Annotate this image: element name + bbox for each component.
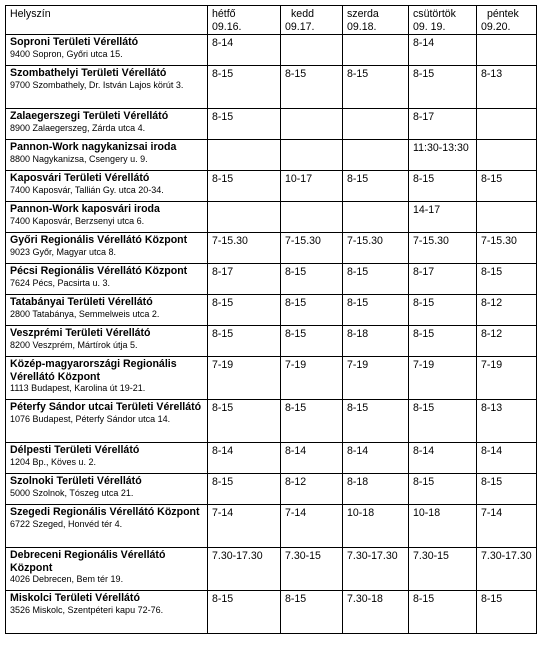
location-name: Soproni Területi Vérellátó xyxy=(10,36,139,49)
location-cell xyxy=(6,35,208,66)
table-row xyxy=(6,400,537,443)
day-date: 09. 19. xyxy=(413,20,446,33)
hours-cell: 8-13 xyxy=(477,400,537,443)
hours-cell: 8-15 xyxy=(409,295,477,326)
location-name: Szombathelyi Területi Vérellátó xyxy=(10,67,167,80)
location-address: 1204 Bp., Köves u. 2. xyxy=(10,456,97,467)
hours-cell: 8-15 xyxy=(208,66,281,109)
location-address: 9700 Szombathely, Dr. István Lajos körút 3. xyxy=(10,79,184,90)
hours-cell: 7-19 xyxy=(281,357,343,400)
location-name: Péterfy Sándor utcai Területi Vérellátó xyxy=(10,401,202,414)
location-cell xyxy=(6,140,208,171)
day-date: 09.17. xyxy=(285,20,315,33)
hours-cell: 8-14 xyxy=(208,35,281,66)
location-name: Debreceni Regionális Vérellátó Központ xyxy=(10,549,166,574)
hours-cell: 7-14 xyxy=(281,505,343,548)
table-row xyxy=(6,326,537,357)
location-name: Pannon-Work nagykanizsai iroda xyxy=(10,141,177,154)
day-date: 09.18. xyxy=(347,20,377,33)
blood-donation-schedule-table xyxy=(5,5,537,634)
day-name: hétfő xyxy=(212,8,236,20)
hours-cell: 7-19 xyxy=(409,357,477,400)
location-address: 4026 Debrecen, Bem tér 19. xyxy=(10,574,124,585)
hours-cell: 7-15.30 xyxy=(343,233,409,264)
table-row xyxy=(6,264,537,295)
hours-cell: 8-15 xyxy=(409,591,477,634)
location-cell xyxy=(6,109,208,140)
hours-cell: 7.30-15 xyxy=(409,548,477,591)
hours-cell: 8-15 xyxy=(477,264,537,295)
hours-cell: 8-12 xyxy=(281,474,343,505)
location-name: Győri Regionális Vérellátó Központ xyxy=(10,234,188,247)
location-cell xyxy=(6,66,208,109)
table-row xyxy=(6,474,537,505)
hours-cell xyxy=(477,202,537,233)
hours-cell: 7.30-17.30 xyxy=(208,548,281,591)
location-address: 1076 Budapest, Péterfy Sándor utca 14. xyxy=(10,413,171,424)
location-name: Közép-magyarországi Regionális Vérellátó Központ xyxy=(10,358,177,383)
hours-cell: 7-15.30 xyxy=(281,233,343,264)
hours-cell: 8-15 xyxy=(409,474,477,505)
location-cell xyxy=(6,295,208,326)
hours-cell: 8-15 xyxy=(208,400,281,443)
hours-cell: 8-15 xyxy=(208,474,281,505)
hours-cell: 8-15 xyxy=(281,295,343,326)
hours-cell: 8-15 xyxy=(477,171,537,202)
day-name: szerda xyxy=(347,8,379,20)
hours-cell xyxy=(281,202,343,233)
table-row xyxy=(6,295,537,326)
hours-cell: 8-14 xyxy=(409,443,477,474)
location-name: Kaposvári Területi Vérellátó xyxy=(10,172,150,185)
table-row xyxy=(6,357,537,400)
table-row xyxy=(6,505,537,548)
table-row xyxy=(6,591,537,634)
location-name: Veszprémi Területi Vérellátó xyxy=(10,327,151,340)
hours-cell: 8-15 xyxy=(281,591,343,634)
location-name: Zalaegerszegi Területi Vérellátó xyxy=(10,110,169,123)
hours-cell: 8-14 xyxy=(281,443,343,474)
hours-cell xyxy=(281,35,343,66)
hours-cell: 8-17 xyxy=(208,264,281,295)
location-cell xyxy=(6,474,208,505)
location-name: Szolnoki Területi Vérellátó xyxy=(10,475,142,488)
day-date: 09.16. xyxy=(212,20,242,33)
hours-cell: 8-18 xyxy=(343,326,409,357)
hours-cell xyxy=(477,109,537,140)
location-address: 2800 Tatabánya, Semmelweis utca 2. xyxy=(10,308,160,319)
location-address: 8900 Zalaegerszeg, Zárda utca 4. xyxy=(10,122,146,133)
location-address: 1113 Budapest, Karolina út 19-21. xyxy=(10,383,146,394)
location-cell xyxy=(6,548,208,591)
hours-cell: 8-15 xyxy=(343,171,409,202)
hours-cell: 7.30-18 xyxy=(343,591,409,634)
hours-cell: 7-15.30 xyxy=(208,233,281,264)
location-address: 8200 Veszprém, Mártírok útja 5. xyxy=(10,339,138,350)
location-cell xyxy=(6,202,208,233)
header-day-monday xyxy=(208,6,281,35)
day-name: péntek xyxy=(487,8,519,20)
table-row xyxy=(6,66,537,109)
hours-cell: 14-17 xyxy=(409,202,477,233)
hours-cell: 8-15 xyxy=(208,326,281,357)
hours-cell: 10-18 xyxy=(343,505,409,548)
table-row xyxy=(6,171,537,202)
header-location: Helyszín xyxy=(6,6,208,35)
hours-cell: 7-19 xyxy=(208,357,281,400)
location-cell xyxy=(6,400,208,443)
location-address: 7400 Kaposvár, Tallián Gy. utca 20-34. xyxy=(10,184,164,195)
hours-cell: 8-15 xyxy=(409,326,477,357)
hours-cell: 11:30-13:30 xyxy=(409,140,477,171)
location-address: 7400 Kaposvár, Berzsenyi utca 6. xyxy=(10,215,145,226)
table-row xyxy=(6,109,537,140)
hours-cell xyxy=(477,140,537,171)
location-address: 8800 Nagykanizsa, Csengery u. 9. xyxy=(10,153,148,164)
hours-cell: 8-15 xyxy=(208,295,281,326)
location-name: Pécsi Regionális Vérellátó Központ xyxy=(10,265,188,278)
hours-cell: 7-19 xyxy=(477,357,537,400)
location-name: Délpesti Területi Vérellátó xyxy=(10,444,140,457)
hours-cell: 8-17 xyxy=(409,264,477,295)
hours-cell: 8-15 xyxy=(208,591,281,634)
header-day-friday xyxy=(477,6,537,35)
hours-cell: 8-15 xyxy=(208,109,281,140)
hours-cell: 8-15 xyxy=(343,400,409,443)
hours-cell: 8-15 xyxy=(281,66,343,109)
schedule-table-wrapper xyxy=(5,5,537,634)
hours-cell xyxy=(281,109,343,140)
hours-cell: 8-17 xyxy=(409,109,477,140)
hours-cell xyxy=(343,109,409,140)
hours-cell xyxy=(343,140,409,171)
location-cell xyxy=(6,171,208,202)
day-date: 09.20. xyxy=(481,20,511,33)
hours-cell: 8-18 xyxy=(343,474,409,505)
location-cell xyxy=(6,264,208,295)
location-cell xyxy=(6,357,208,400)
hours-cell: 8-14 xyxy=(477,443,537,474)
location-name: Tatabányai Területi Vérellátó xyxy=(10,296,153,309)
hours-cell: 7-14 xyxy=(477,505,537,548)
location-cell xyxy=(6,591,208,634)
hours-cell: 7.30-17.30 xyxy=(477,548,537,591)
table-row xyxy=(6,140,537,171)
hours-cell: 8-15 xyxy=(281,326,343,357)
day-name: csütörtök xyxy=(413,8,456,20)
hours-cell: 7-15.30 xyxy=(409,233,477,264)
hours-cell: 7.30-15 xyxy=(281,548,343,591)
location-cell xyxy=(6,233,208,264)
hours-cell: 8-14 xyxy=(343,443,409,474)
location-name: Szegedi Regionális Vérellátó Központ xyxy=(10,506,200,519)
hours-cell: 8-15 xyxy=(281,400,343,443)
table-row xyxy=(6,202,537,233)
hours-cell: 8-15 xyxy=(208,171,281,202)
table-row xyxy=(6,548,537,591)
hours-cell: 8-15 xyxy=(409,66,477,109)
header-day-thursday xyxy=(409,6,477,35)
table-row xyxy=(6,233,537,264)
location-cell xyxy=(6,443,208,474)
hours-cell: 8-14 xyxy=(409,35,477,66)
hours-cell xyxy=(343,35,409,66)
location-name: Miskolci Területi Vérellátó xyxy=(10,592,140,605)
hours-cell xyxy=(208,202,281,233)
hours-cell xyxy=(477,35,537,66)
hours-cell: 8-13 xyxy=(477,66,537,109)
hours-cell: 8-12 xyxy=(477,326,537,357)
hours-cell xyxy=(343,202,409,233)
location-address: 7624 Pécs, Pacsirta u. 3. xyxy=(10,277,111,288)
hours-cell: 10-18 xyxy=(409,505,477,548)
hours-cell: 8-15 xyxy=(343,66,409,109)
hours-cell: 8-15 xyxy=(343,295,409,326)
hours-cell: 7-14 xyxy=(208,505,281,548)
location-address: 9023 Győr, Magyar utca 8. xyxy=(10,246,117,257)
header-day-wednesday xyxy=(343,6,409,35)
hours-cell: 8-14 xyxy=(208,443,281,474)
hours-cell: 8-15 xyxy=(281,264,343,295)
hours-cell: 7-15.30 xyxy=(477,233,537,264)
hours-cell: 8-15 xyxy=(477,474,537,505)
hours-cell: 8-15 xyxy=(343,264,409,295)
header-day-tuesday xyxy=(281,6,343,35)
hours-cell: 8-15 xyxy=(409,400,477,443)
hours-cell xyxy=(281,140,343,171)
location-address: 6722 Szeged, Honvéd tér 4. xyxy=(10,518,123,529)
location-address: 5000 Szolnok, Tószeg utca 21. xyxy=(10,487,134,498)
hours-cell: 7.30-17.30 xyxy=(343,548,409,591)
hours-cell: 8-15 xyxy=(409,171,477,202)
header-row xyxy=(6,6,537,35)
hours-cell: 10-17 xyxy=(281,171,343,202)
location-cell xyxy=(6,326,208,357)
hours-cell: 8-12 xyxy=(477,295,537,326)
table-row xyxy=(6,443,537,474)
hours-cell xyxy=(208,140,281,171)
location-address: 9400 Sopron, Győri utca 15. xyxy=(10,48,123,59)
table-row xyxy=(6,35,537,66)
hours-cell: 7-19 xyxy=(343,357,409,400)
location-address: 3526 Miskolc, Szentpéteri kapu 72-76. xyxy=(10,604,164,615)
location-name: Pannon-Work kaposvári iroda xyxy=(10,203,160,216)
hours-cell: 8-15 xyxy=(477,591,537,634)
location-cell xyxy=(6,505,208,548)
day-name: kedd xyxy=(291,8,314,20)
